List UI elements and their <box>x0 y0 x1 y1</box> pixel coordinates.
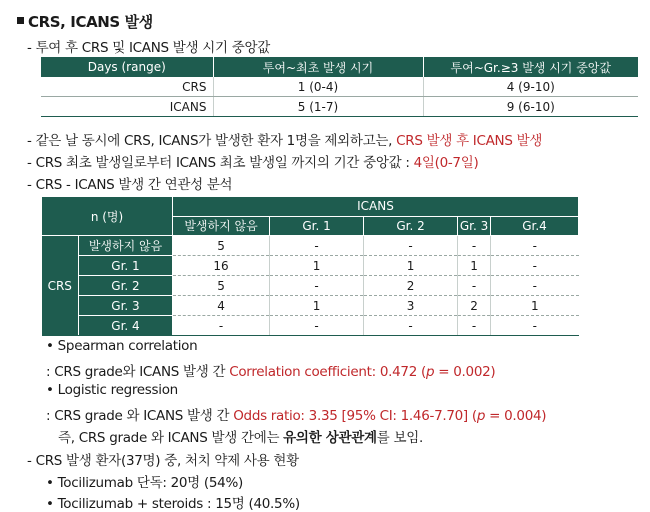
row-label: Gr. 1 <box>79 256 173 276</box>
interval-note-text: - CRS 최초 발생일로부터 ICANS 최초 발생일 까지의 기간 중앙값 : <box>27 155 414 171</box>
table-cell: - <box>491 236 579 256</box>
p-symbol: p <box>425 364 435 380</box>
table-cell: - <box>458 276 491 296</box>
table-cell: - <box>270 316 364 336</box>
table-row <box>42 296 579 316</box>
table-row <box>41 97 638 117</box>
table-cell: - <box>491 276 579 296</box>
table-cell: - <box>173 316 270 336</box>
p-symbol: p <box>476 408 486 424</box>
table-cell: - <box>364 236 458 256</box>
table-cell: 1 <box>458 256 491 276</box>
square-bullet-icon <box>17 17 24 24</box>
column-header: Gr. 1 <box>270 216 364 236</box>
heading-text: CRS, ICANS 발생 <box>28 13 153 31</box>
interval-note-highlight: 4일(0-7일) <box>413 155 479 171</box>
table-header-row <box>42 197 579 217</box>
onset-timing-table <box>41 57 638 117</box>
column-header: Gr. 3 <box>458 216 491 236</box>
logistic-p-value: = 0.004) <box>485 408 547 424</box>
association-heading: - CRS - ICANS 발생 간 연관성 분석 <box>27 177 233 193</box>
corner-header: n (명) <box>42 197 173 236</box>
table-cell: 1 <box>491 296 579 316</box>
row-label: CRS <box>41 77 213 97</box>
subheading-timing: - 투여 후 CRS 및 ICANS 발생 시기 중앙값 <box>27 40 270 56</box>
table-cell: 4 (9-10) <box>423 77 638 97</box>
row-group-crs: CRS <box>42 236 79 336</box>
table-cell: 16 <box>173 256 270 276</box>
table-row <box>42 276 579 296</box>
table-cell: 1 <box>270 296 364 316</box>
conclusion-suffix: 를 보임. <box>376 430 423 446</box>
table-cell: - <box>458 316 491 336</box>
table-row <box>42 316 579 336</box>
group-header-icans: ICANS <box>173 197 579 217</box>
table-cell: 2 <box>364 276 458 296</box>
conclusion-text: 즉, CRS grade 와 ICANS 발생 간에는 <box>58 430 284 446</box>
odds-ratio: Odds ratio: 3.35 [95% CI: 1.46-7.70] ( <box>233 408 477 424</box>
sequence-note <box>27 129 542 149</box>
spearman-coefficient: Correlation coefficient: 0.472 ( <box>229 364 426 380</box>
sequence-note-text: - 같은 날 동시에 CRS, ICANS가 발생한 환자 1명을 제외하고는, <box>27 133 397 149</box>
conclusion-emphasis: 유의한 상관관계 <box>283 430 377 446</box>
treatment-heading: - CRS 발생 환자(37명) 중, 처치 약제 사용 현황 <box>27 453 299 469</box>
row-label: Gr. 2 <box>79 276 173 296</box>
interval-note <box>27 151 478 171</box>
table-cell: - <box>270 236 364 256</box>
table-cell: 3 <box>364 296 458 316</box>
conclusion <box>58 426 423 446</box>
sequence-note-highlight: CRS 발생 후 ICANS 발생 <box>396 133 543 149</box>
spearman-p-value: = 0.002) <box>434 364 496 380</box>
table-cell: 5 <box>173 276 270 296</box>
spearman-result <box>46 360 495 380</box>
column-header: 발생하지 않음 <box>173 216 270 236</box>
treatment-tocilizumab: • Tocilizumab 단독: 20명 (54%) <box>46 475 243 491</box>
treatment-tocilizumab-steroids: • Tocilizumab + steroids : 15명 (40.5%) <box>46 496 300 512</box>
table-cell: - <box>270 276 364 296</box>
spearman-result-text: : CRS grade와 ICANS 발생 간 <box>46 364 230 380</box>
section-heading <box>17 11 153 32</box>
row-label: 발생하지 않음 <box>79 236 173 256</box>
table-cell: 4 <box>173 296 270 316</box>
logistic-bullet: • Logistic regression <box>46 382 178 398</box>
column-header: Days (range) <box>41 57 213 77</box>
column-header: Gr.4 <box>491 216 579 236</box>
table-header-row <box>41 57 638 77</box>
column-header: Gr. 2 <box>364 216 458 236</box>
column-header: 투여~최초 발생 시기 <box>213 57 423 77</box>
table-cell: 2 <box>458 296 491 316</box>
table-cell: 1 <box>270 256 364 276</box>
logistic-result-text: : CRS grade 와 ICANS 발생 간 <box>46 408 234 424</box>
logistic-result <box>46 404 546 424</box>
table-row <box>41 77 638 97</box>
table-cell: - <box>364 316 458 336</box>
column-header: 투여~Gr.≥3 발생 시기 중앙값 <box>423 57 638 77</box>
spearman-bullet: • Spearman correlation <box>46 338 198 354</box>
table-cell: 5 <box>173 236 270 256</box>
table-cell: 1 <box>364 256 458 276</box>
table-cell: 1 (0-4) <box>213 77 423 97</box>
table-cell: - <box>458 236 491 256</box>
table-cell: - <box>491 316 579 336</box>
table-cell: 5 (1-7) <box>213 97 423 117</box>
row-label: Gr. 4 <box>79 316 173 336</box>
table-row <box>42 236 579 256</box>
table-cell: - <box>491 256 579 276</box>
table-row <box>42 256 579 276</box>
crs-icans-crosstab <box>41 196 579 336</box>
row-label: Gr. 3 <box>79 296 173 316</box>
row-label: ICANS <box>41 97 213 117</box>
table-cell: 9 (6-10) <box>423 97 638 117</box>
